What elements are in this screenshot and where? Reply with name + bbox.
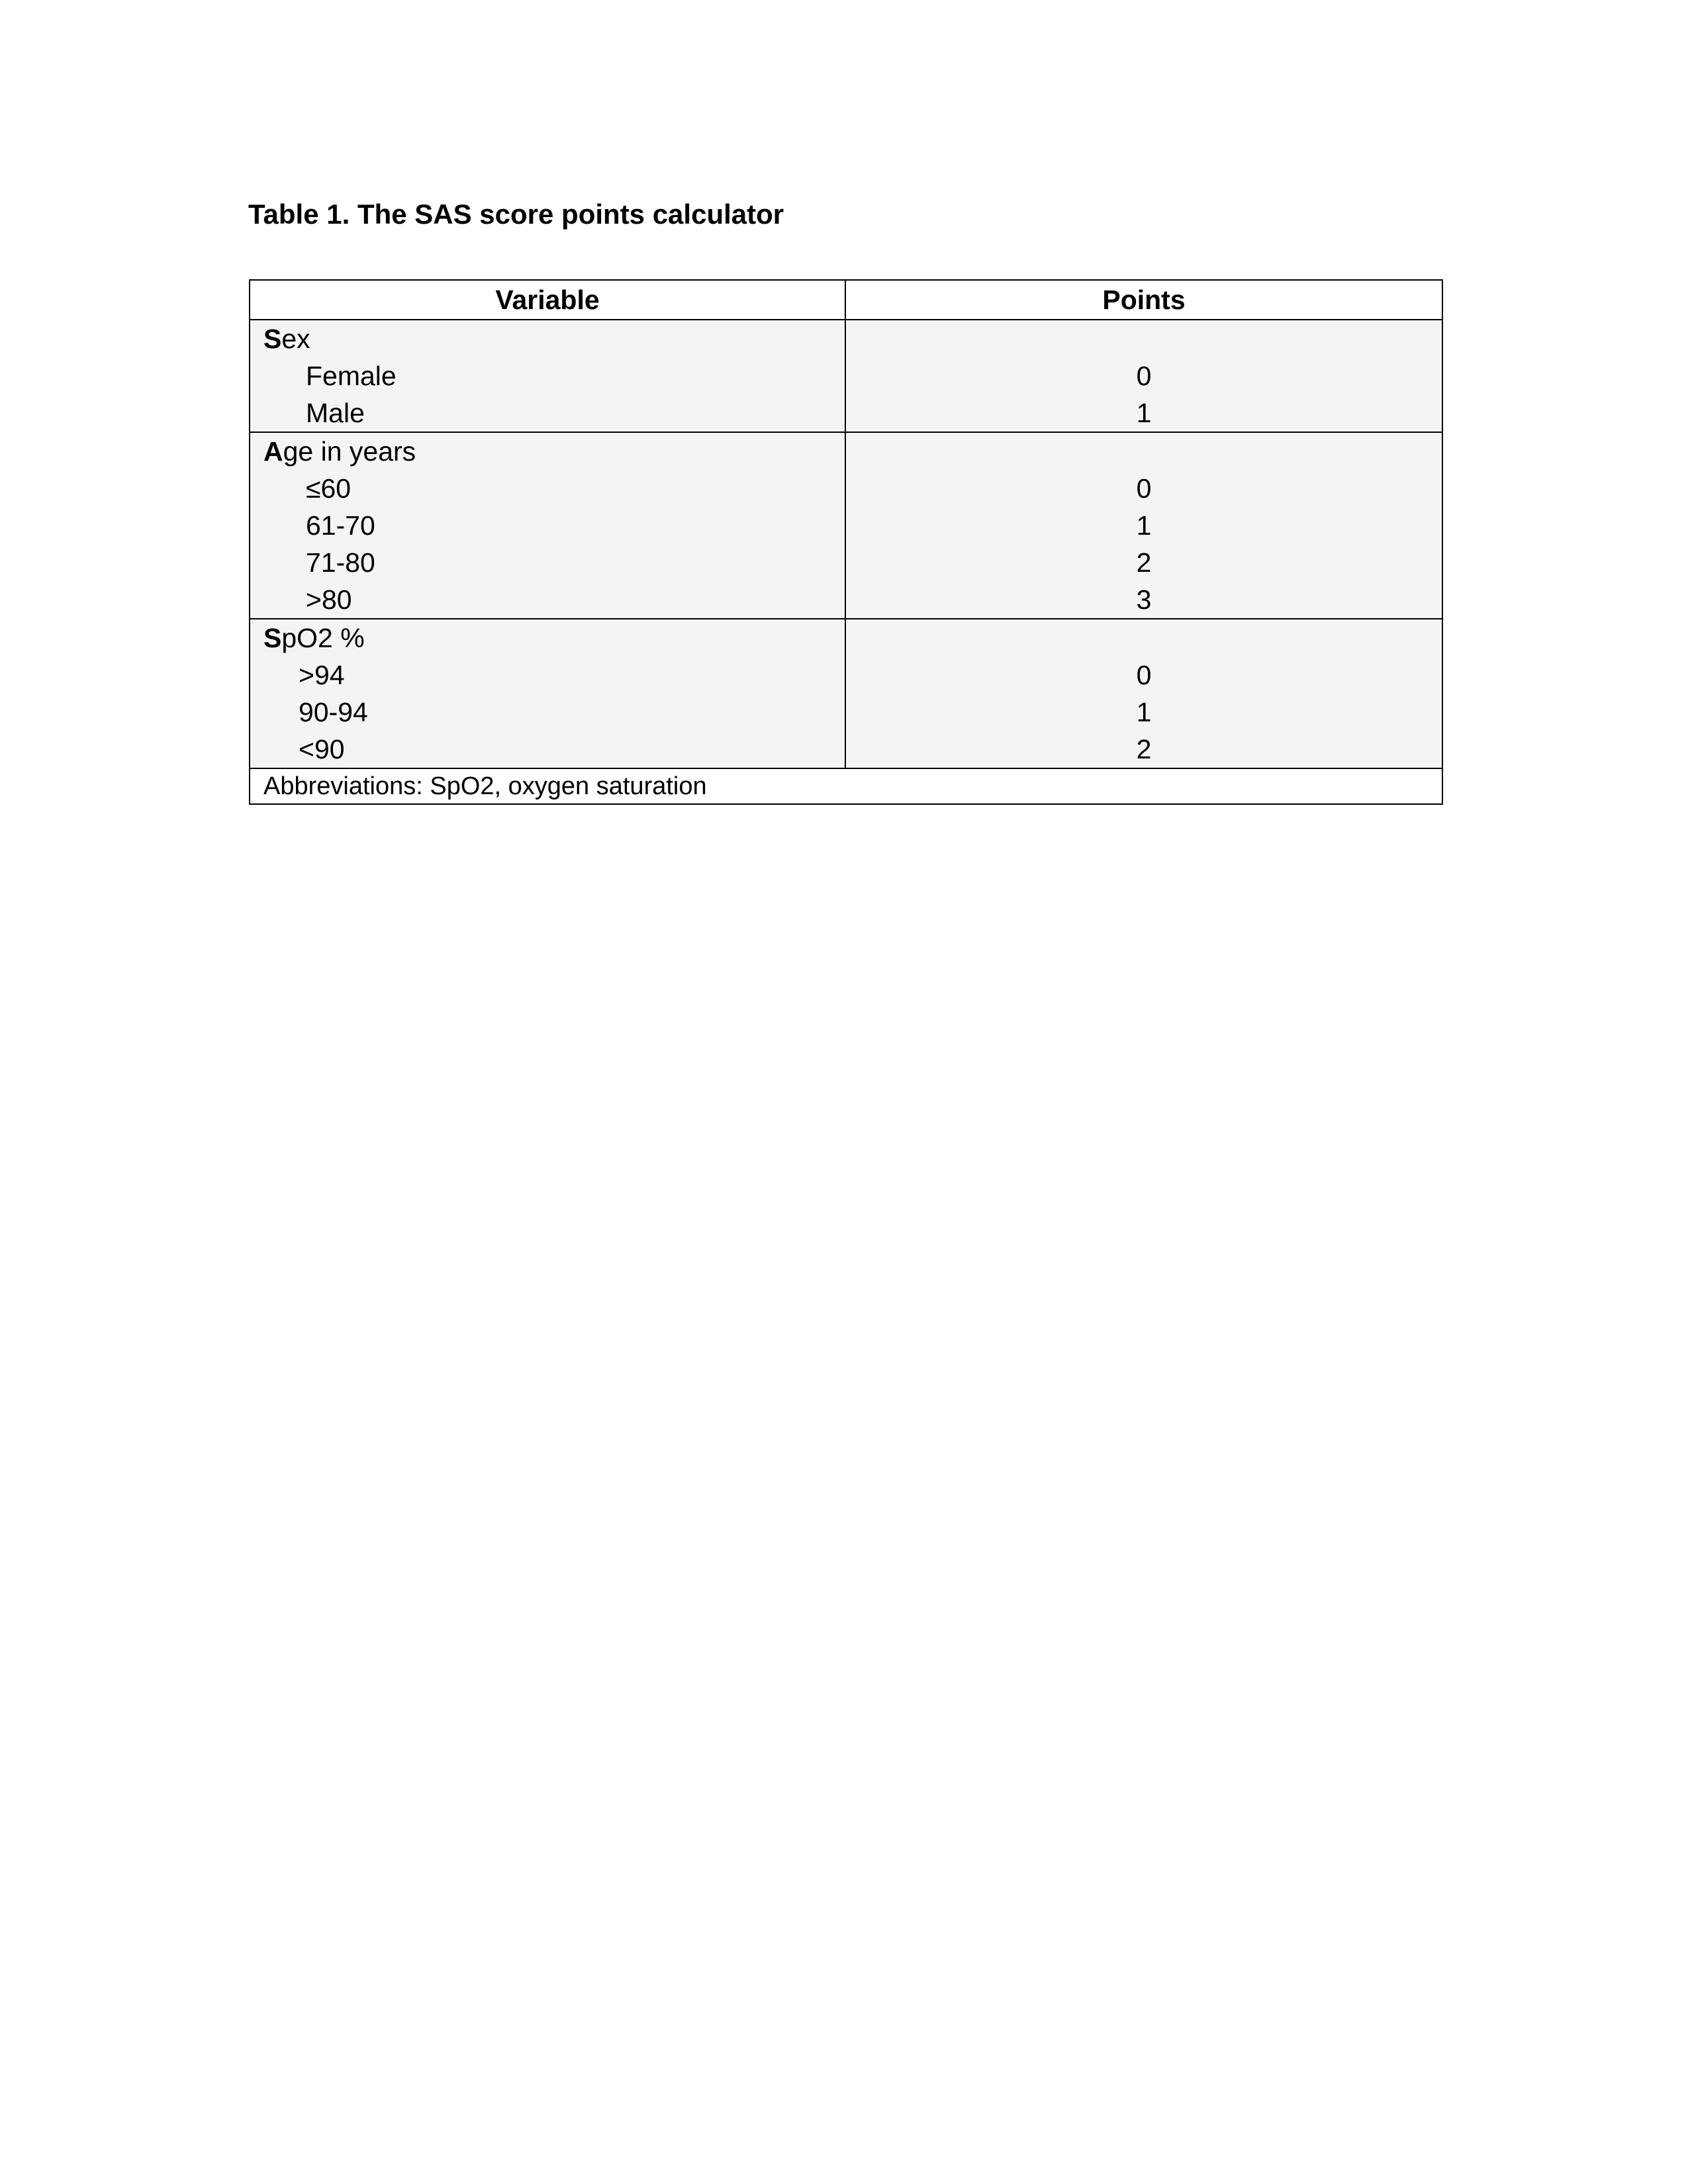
- points-cell: [845, 320, 1442, 432]
- option-points: 3: [1136, 584, 1152, 615]
- variable-cell: [250, 432, 845, 619]
- group-heading: [250, 619, 845, 657]
- group-label: ex: [281, 324, 310, 354]
- option-points: 1: [1136, 697, 1152, 727]
- option-label: <90: [299, 734, 345, 764]
- option-points: 2: [1136, 734, 1152, 764]
- option-label: 61-70: [306, 510, 375, 541]
- option-points: 0: [1136, 660, 1152, 690]
- option-label: 71-80: [306, 547, 375, 578]
- table-group-age: [250, 432, 1442, 619]
- option-label: >94: [299, 660, 345, 690]
- table-title: Table 1. The SAS score points calculator: [248, 199, 784, 230]
- table-footnote-row: [250, 768, 1442, 804]
- points-column-header: Points: [845, 280, 1442, 320]
- table-header-row: [250, 280, 1442, 320]
- option-points: 1: [1136, 510, 1152, 541]
- points-cell: [845, 432, 1442, 619]
- group-label: ge in years: [283, 436, 416, 467]
- variable-cell: [250, 619, 845, 768]
- points-cell: [845, 619, 1442, 768]
- variable-cell: [250, 320, 845, 432]
- option-label: 90-94: [299, 697, 368, 727]
- option-label: ≤60: [306, 473, 352, 504]
- group-initial: S: [263, 623, 282, 653]
- group-heading: [250, 433, 845, 470]
- variable-column-header: Variable: [250, 280, 845, 320]
- option-points: 0: [1136, 473, 1152, 504]
- option-label: Female: [306, 361, 397, 391]
- sas-score-table: [249, 279, 1443, 805]
- abbreviations-footnote: Abbreviations: SpO2, oxygen saturation: [250, 768, 1442, 804]
- option-label: >80: [306, 584, 352, 615]
- option-points: 1: [1136, 398, 1152, 428]
- table-group-sex: [250, 320, 1442, 432]
- option-points: 2: [1136, 547, 1152, 578]
- option-label: Male: [306, 398, 365, 428]
- group-heading: [250, 320, 845, 357]
- table-group-spo2: [250, 619, 1442, 768]
- group-initial: A: [263, 436, 283, 467]
- group-label: pO2 %: [281, 623, 365, 653]
- group-initial: S: [263, 324, 282, 354]
- option-points: 0: [1136, 361, 1152, 391]
